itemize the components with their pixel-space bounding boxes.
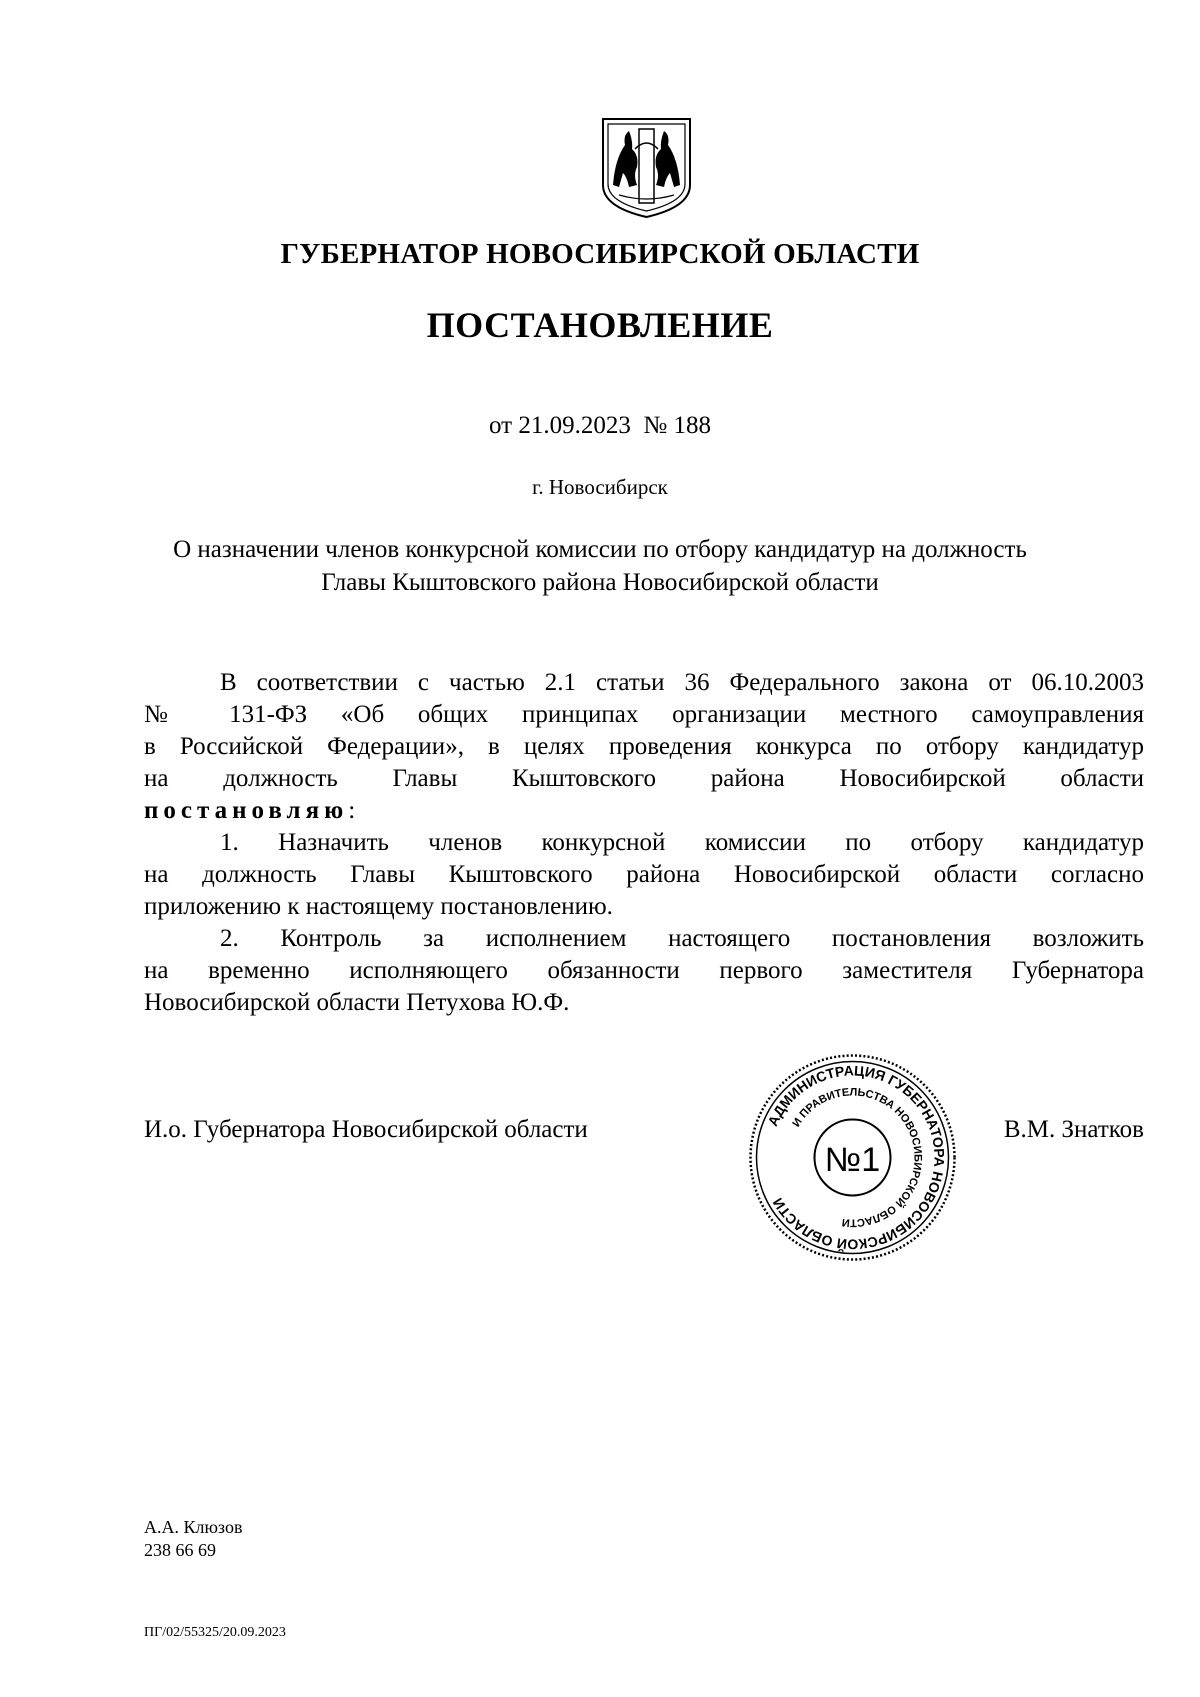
document-body: [144, 667, 1144, 1019]
registration-number: ПГ/02/55325/20.09.2023: [144, 1625, 286, 1640]
item-2-line: Новосибирской области Петухова Ю.Ф.: [144, 989, 570, 1016]
decree-line: [144, 795, 1144, 827]
executor-name: А.А. Клюзов: [144, 1517, 243, 1537]
issue-city: г. Новосибирск: [532, 475, 668, 499]
seal-number: №1: [824, 1141, 881, 1179]
seal-stamp: [745, 1050, 960, 1265]
preamble-line: на должность Главы Кыштовского района Новосибирской области: [144, 765, 1144, 792]
signatory-name: В.М. Знатков: [1003, 1116, 1144, 1143]
date-number-line: [0, 412, 1200, 440]
executor-phone: 238 66 69: [144, 1540, 216, 1560]
decree-colon: :: [348, 797, 356, 824]
item-2-line: на временно исполняющего обязанности первого заместителя Губернатора: [144, 957, 1144, 984]
preamble-line: № 131-ФЗ «Об общих принципах организации местного самоуправления: [144, 701, 1144, 728]
document-type: ПОСТАНОВЛЕНИЕ: [426, 305, 774, 345]
subject-line: О назначении членов конкурсной комиссии по отбору кандидатур на должность: [173, 536, 1027, 563]
preamble-line: в Российской Федерации», в целях проведения конкурса по отбору кандидатур: [144, 733, 1144, 760]
issuing-authority: ГУБЕРНАТОР НОВОСИБИРСКОЙ ОБЛАСТИ: [280, 238, 920, 270]
preamble-line: В соответствии с частью 2.1 статьи 36 Федерального закона от 06.10.2003: [220, 669, 1144, 696]
document-number: 188: [673, 412, 711, 439]
executor-block: [144, 1516, 242, 1562]
seal-inner-text: И ПРАВИТЕЛЬСТВА НОВОСИБИРСКОЙ ОБЛАСТИ: [790, 1086, 924, 1229]
item-1-line: 1. Назначить членов конкурсной комиссии по отбору кандидатур: [220, 829, 1144, 856]
document-subject: [0, 533, 1200, 599]
signatory-title: И.о. Губернатора Новосибирской области: [144, 1116, 588, 1143]
seal-outer-text: АДМИНИСТРАЦИЯ ГУБЕРНАТОРА НОВОСИБИРСКОЙ ОБЛАСТИ: [764, 1062, 948, 1253]
date-prefix: от: [489, 412, 513, 439]
coat-of-arms-icon: [599, 115, 694, 221]
subject-line: Главы Кыштовского района Новосибирской области: [321, 569, 879, 596]
item-1-line: приложению к настоящему постановлению.: [144, 893, 613, 920]
number-sign: №: [643, 412, 668, 439]
decree-word: постановляю: [144, 797, 349, 824]
item-2-line: 2. Контроль за исполнением настоящего постановления возложить: [220, 925, 1144, 952]
item-1-line: на должность Главы Кыштовского района Новосибирской области согласно: [144, 861, 1144, 888]
document-date: 21.09.2023: [518, 412, 631, 439]
